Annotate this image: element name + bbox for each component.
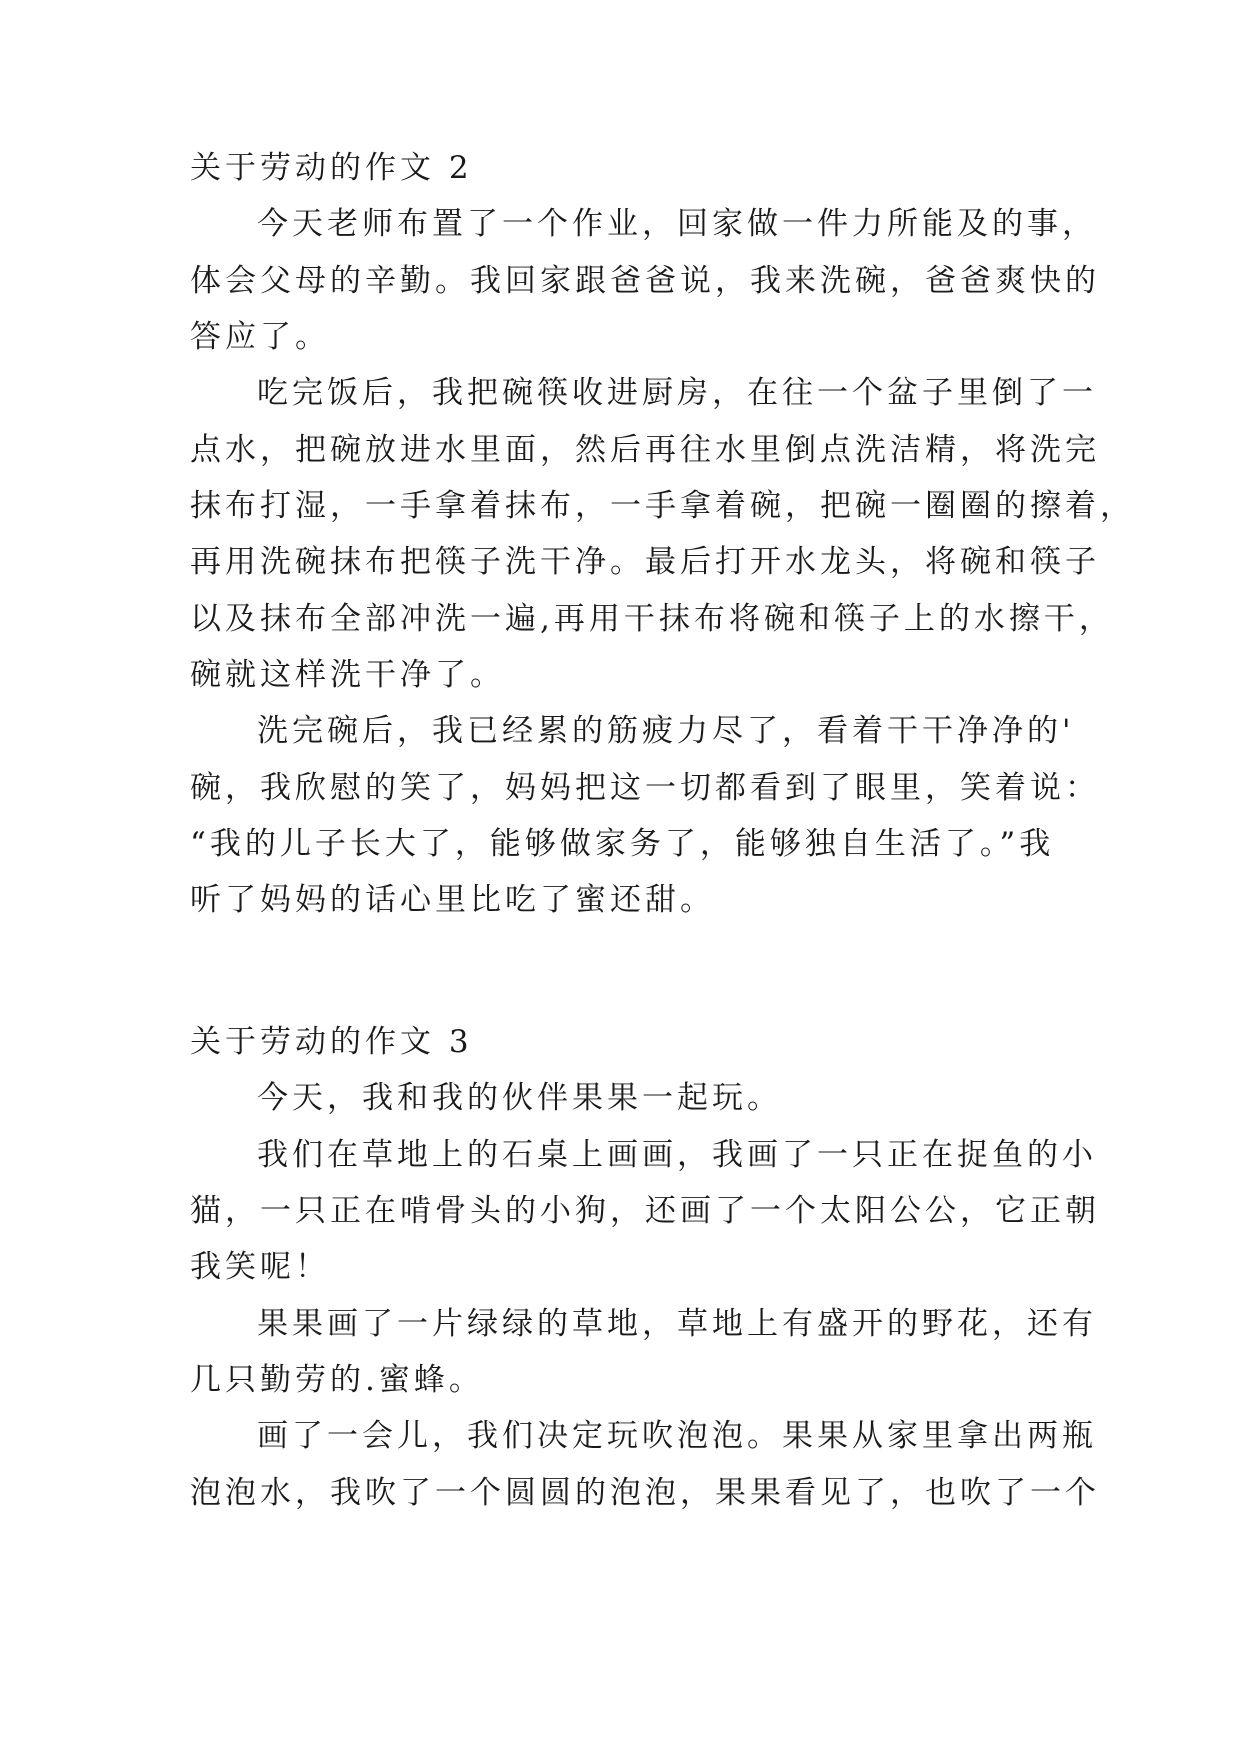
essay-2-line-4: 吃完饭后，我把碗筷收进厨房，在往一个盆子里倒了一 [257,375,1097,411]
essay-3-line-6: 几只勤劳的.蜜蜂。 [190,1362,484,1398]
essay-2-line-2: 体会父母的辛勤。我回家跟爸爸说，我来洗碗，爸爸爽快的 [190,263,1100,299]
essay-3-line-8: 泡泡水，我吹了一个圆圆的泡泡，果果看见了，也吹了一个 [190,1475,1100,1511]
essay-2-line-12: “我的儿子长大了，能够做家务了，能够独自生活了。”我 [190,826,1055,862]
essay-2-line-11: 碗，我欣慰的笑了，妈妈把这一切都看到了眼里，笑着说： [190,770,1100,806]
essay-3-line-4: 我笑呢！ [190,1249,330,1285]
essay-2-line-8: 以及抹布全部冲洗一遍,再用干抹布将碗和筷子上的水擦干， [190,601,1114,637]
essay-2-line-10: 洗完碗后，我已经累的筋疲力尽了，看着干干净净的' [257,713,1075,749]
essay-3-title: 关于劳动的作文 3 [190,1024,473,1060]
essay-2-line-6: 抹布打湿，一手拿着抹布，一手拿着碗，把碗一圈圈的擦着， [190,488,1135,524]
essay-2-line-5: 点水，把碗放进水里面，然后再往水里倒点洗洁精，将洗完 [190,432,1100,468]
essay-3-line-3: 猫，一只正在啃骨头的小狗，还画了一个太阳公公，它正朝 [190,1193,1100,1229]
essay-2-line-9: 碗就这样洗干净了。 [190,657,505,693]
essay-2-line-1: 今天老师布置了一个作业，回家做一件力所能及的事， [257,206,1097,242]
essay-3-line-2: 我们在草地上的石桌上画画，我画了一只正在捉鱼的小 [257,1137,1097,1173]
essay-2-line-7: 再用洗碗抹布把筷子洗干净。最后打开水龙头，将碗和筷子 [190,544,1100,580]
essay-2-line-13: 听了妈妈的话心里比吃了蜜还甜。 [190,882,715,918]
essay-2-title: 关于劳动的作文 2 [190,150,473,186]
essay-3-line-1: 今天，我和我的伙伴果果一起玩。 [257,1080,782,1116]
essay-3-line-7: 画了一会儿，我们决定玩吹泡泡。果果从家里拿出两瓶 [257,1418,1097,1454]
essay-3-line-5: 果果画了一片绿绿的草地，草地上有盛开的野花，还有 [257,1306,1097,1342]
essay-2-line-3: 答应了。 [190,319,330,355]
